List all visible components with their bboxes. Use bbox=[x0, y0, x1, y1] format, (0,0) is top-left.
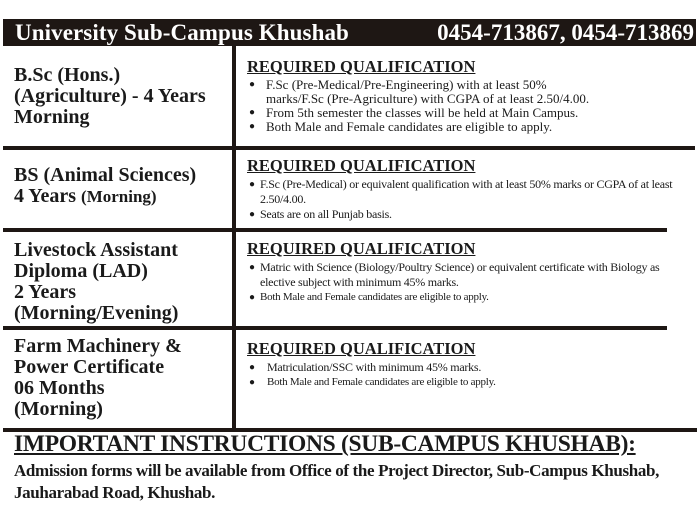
requirements-list bbox=[247, 78, 687, 134]
requirements-list bbox=[247, 360, 667, 390]
requirements-list bbox=[247, 260, 667, 305]
qualification-heading: REQUIRED QUALIFICATION bbox=[247, 156, 476, 175]
qualification-block bbox=[247, 240, 667, 305]
requirement-item: ● Matric with Science (Biology/Poultry Science) or equivalent certificate with Biology as elective subject with minimum 45% marks. bbox=[247, 260, 660, 290]
program-name bbox=[14, 336, 182, 420]
phone-numbers: 0454-713867, 0454-713869 bbox=[437, 20, 694, 45]
header-banner bbox=[3, 19, 696, 46]
requirement-item: ● Seats are on all Punjab basis. bbox=[247, 207, 687, 222]
requirement-item: ● Matriculation/SSC with minimum 45% marks. bbox=[247, 360, 667, 375]
program-name-line: Diploma (LAD) bbox=[14, 260, 148, 282]
qualification-heading: REQUIRED QUALIFICATION bbox=[247, 57, 476, 76]
program-name bbox=[14, 240, 178, 324]
requirements-list bbox=[247, 177, 687, 222]
qualification-block bbox=[247, 157, 687, 222]
program-name bbox=[14, 165, 196, 207]
requirement-item: ● Both Male and Female candidates are eligible to apply. bbox=[247, 120, 687, 134]
qualification-heading: REQUIRED QUALIFICATION bbox=[247, 239, 476, 258]
important-instructions bbox=[14, 432, 700, 504]
instructions-body: Admission forms will be available from Office of the Project Director, Sub-Campus Khushab, Jauharabad Road, Khushab. bbox=[14, 461, 660, 502]
qualification-block bbox=[247, 58, 687, 134]
program-name-line: (Morning) bbox=[14, 398, 103, 420]
program-timing: (Morning) bbox=[81, 187, 157, 206]
program-name-line: Morning bbox=[14, 106, 90, 128]
campus-title: University Sub-Campus Khushab bbox=[15, 20, 349, 45]
requirement-item: ● From 5th semester the classes will be held at Main Campus. bbox=[247, 106, 687, 120]
program-name-line: Power Certificate bbox=[14, 356, 165, 378]
requirement-item: ● Both Male and Female candidates are eligible to apply. bbox=[247, 290, 667, 305]
requirement-item: ● F.Sc (Pre-Medical) or equivalent qualification with at least 50% marks or CGPA of at least 2.50/4.00. bbox=[247, 177, 680, 207]
program-name-line bbox=[14, 186, 196, 207]
requirement-item: ● F.Sc (Pre-Medical/Pre-Engineering) with at least 50% marks/F.Sc (Pre-Agriculture) with CGPA of at least 2.50/4.00. bbox=[247, 78, 606, 106]
qualification-block bbox=[247, 340, 667, 390]
program-name-line: (Morning/Evening) bbox=[14, 302, 179, 324]
program-name-line: Farm Machinery & bbox=[14, 335, 182, 357]
program-name-line: (Agriculture) - 4 Years bbox=[14, 85, 206, 107]
program-duration: 4 Years bbox=[14, 185, 77, 207]
instructions-heading: IMPORTANT INSTRUCTIONS (SUB-CAMPUS KHUSHAB): bbox=[14, 431, 636, 457]
requirement-item: ● Both Male and Female candidates are eligible to apply. bbox=[247, 375, 667, 390]
program-name-line: 06 Months bbox=[14, 377, 105, 399]
program-name-line: B.Sc (Hons.) bbox=[14, 64, 121, 86]
program-name-line: 2 Years bbox=[14, 281, 77, 303]
program-name-line: BS (Animal Sciences) bbox=[14, 164, 197, 186]
column-divider bbox=[232, 46, 236, 430]
row-divider bbox=[3, 326, 667, 330]
program-name-line: Livestock Assistant bbox=[14, 239, 178, 261]
row-divider bbox=[3, 146, 695, 150]
program-name bbox=[14, 65, 206, 128]
qualification-heading: REQUIRED QUALIFICATION bbox=[247, 339, 476, 358]
row-divider bbox=[3, 228, 667, 232]
